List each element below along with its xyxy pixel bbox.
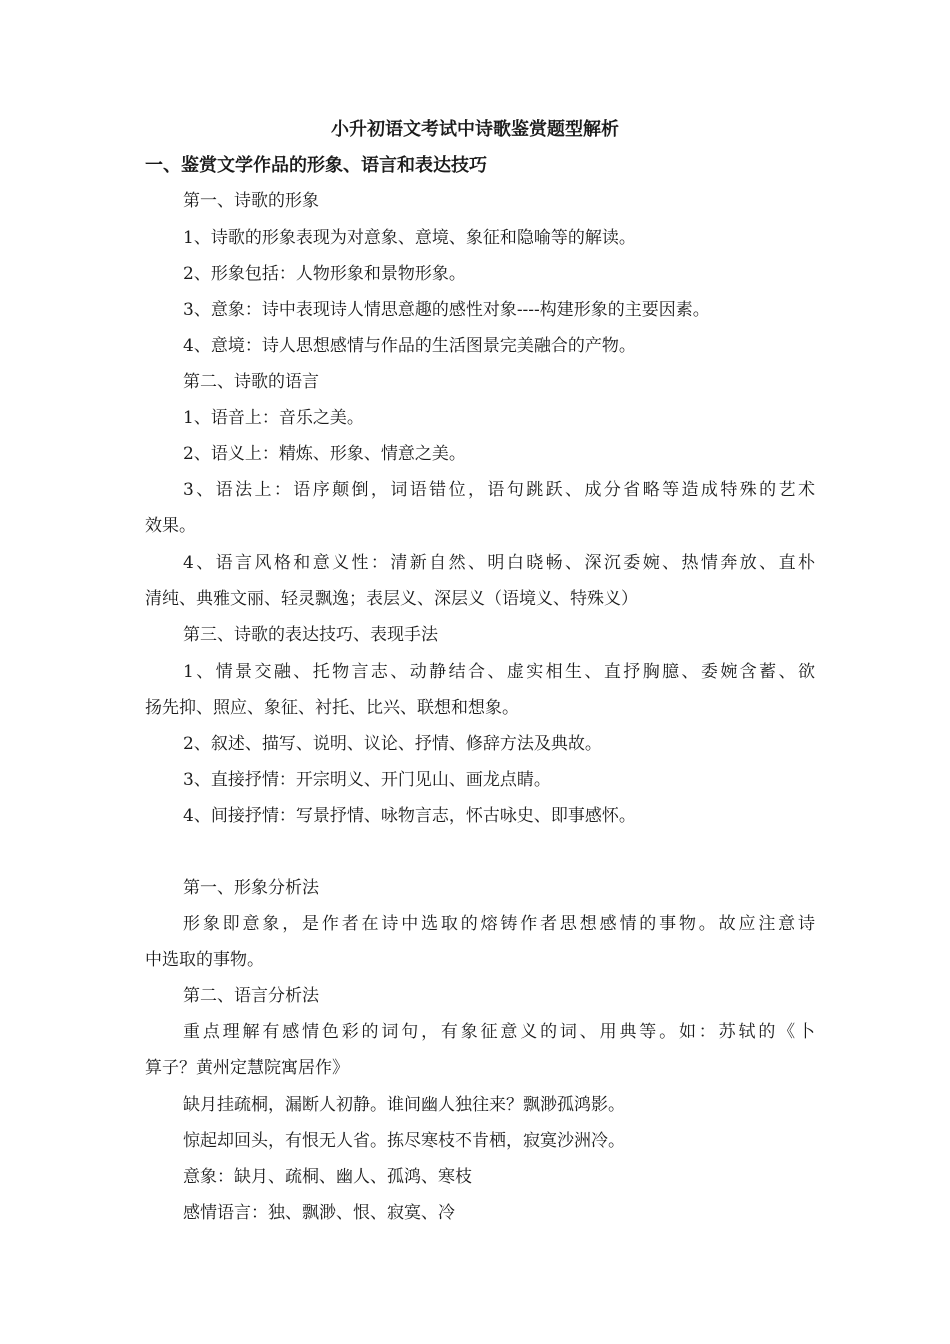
- subheading-language-analysis: 第二、语言分析法: [183, 986, 319, 1006]
- paragraph-line: 感情语言：独、飘渺、恨、寂寞、冷: [183, 1203, 455, 1223]
- paragraph-line: 4、意境：诗人思想感情与作品的生活图景完美融合的产物。: [183, 336, 636, 356]
- paragraph-line: 2、叙述、描写、说明、议论、抒情、修辞方法及典故。: [183, 734, 602, 754]
- paragraph-line: 中选取的事物。: [145, 950, 264, 970]
- paragraph-line: 3、直接抒情：开宗明义、开门见山、画龙点睛。: [183, 770, 551, 790]
- subheading-language: 第二、诗歌的语言: [183, 372, 319, 392]
- paragraph-line: 算子？黄州定慧院寓居作》: [145, 1058, 349, 1078]
- subheading-image-analysis: 第一、形象分析法: [183, 878, 319, 898]
- paragraph-line: 1、语音上：音乐之美。: [183, 408, 364, 428]
- section-heading-1: 一、鉴赏文学作品的形象、语言和表达技巧: [145, 155, 487, 176]
- paragraph-line: 4、间接抒情：写景抒情、咏物言志，怀古咏史、即事感怀。: [183, 806, 636, 826]
- paragraph-line: 1、情景交融、托物言志、动静结合、虚实相生、直抒胸臆、委婉含蓄、欲: [183, 662, 815, 682]
- paragraph-line: 扬先抑、照应、象征、衬托、比兴、联想和想象。: [145, 698, 519, 718]
- document-title: 小升初语文考试中诗歌鉴赏题型解析: [331, 119, 619, 140]
- paragraph-line: 重点理解有感情色彩的词句，有象征意义的词、用典等。如：苏轼的《卜: [183, 1022, 815, 1042]
- poem-line: 惊起却回头，有恨无人省。拣尽寒枝不肯栖，寂寞沙洲冷。: [183, 1131, 625, 1151]
- paragraph-line: 3、意象：诗中表现诗人情思意趣的感性对象----构建形象的主要因素。: [183, 300, 710, 320]
- paragraph-line: 意象：缺月、疏桐、幽人、孤鸿、寒枝: [183, 1167, 472, 1187]
- paragraph-line: 效果。: [145, 516, 196, 536]
- paragraph-line: 1、诗歌的形象表现为对意象、意境、象征和隐喻等的解读。: [183, 228, 636, 248]
- paragraph-line: 2、形象包括：人物形象和景物形象。: [183, 264, 466, 284]
- paragraph-line: 3、语法上：语序颠倒，词语错位，语句跳跃、成分省略等造成特殊的艺术: [183, 480, 815, 500]
- poem-line: 缺月挂疏桐，漏断人初静。谁间幽人独往来？飘渺孤鸿影。: [183, 1095, 625, 1115]
- subheading-technique: 第三、诗歌的表达技巧、表现手法: [183, 625, 438, 645]
- paragraph-line: 4、语言风格和意义性：清新自然、明白晓畅、深沉委婉、热情奔放、直朴: [183, 553, 815, 573]
- paragraph-line: 2、语义上：精炼、形象、情意之美。: [183, 444, 466, 464]
- paragraph-line: 形象即意象，是作者在诗中选取的熔铸作者思想感情的事物。故应注意诗: [183, 914, 815, 934]
- paragraph-line: 清纯、典雅文丽、轻灵飘逸；表层义、深层义（语境义、特殊义）: [145, 589, 638, 609]
- subheading-image: 第一、诗歌的形象: [183, 191, 319, 211]
